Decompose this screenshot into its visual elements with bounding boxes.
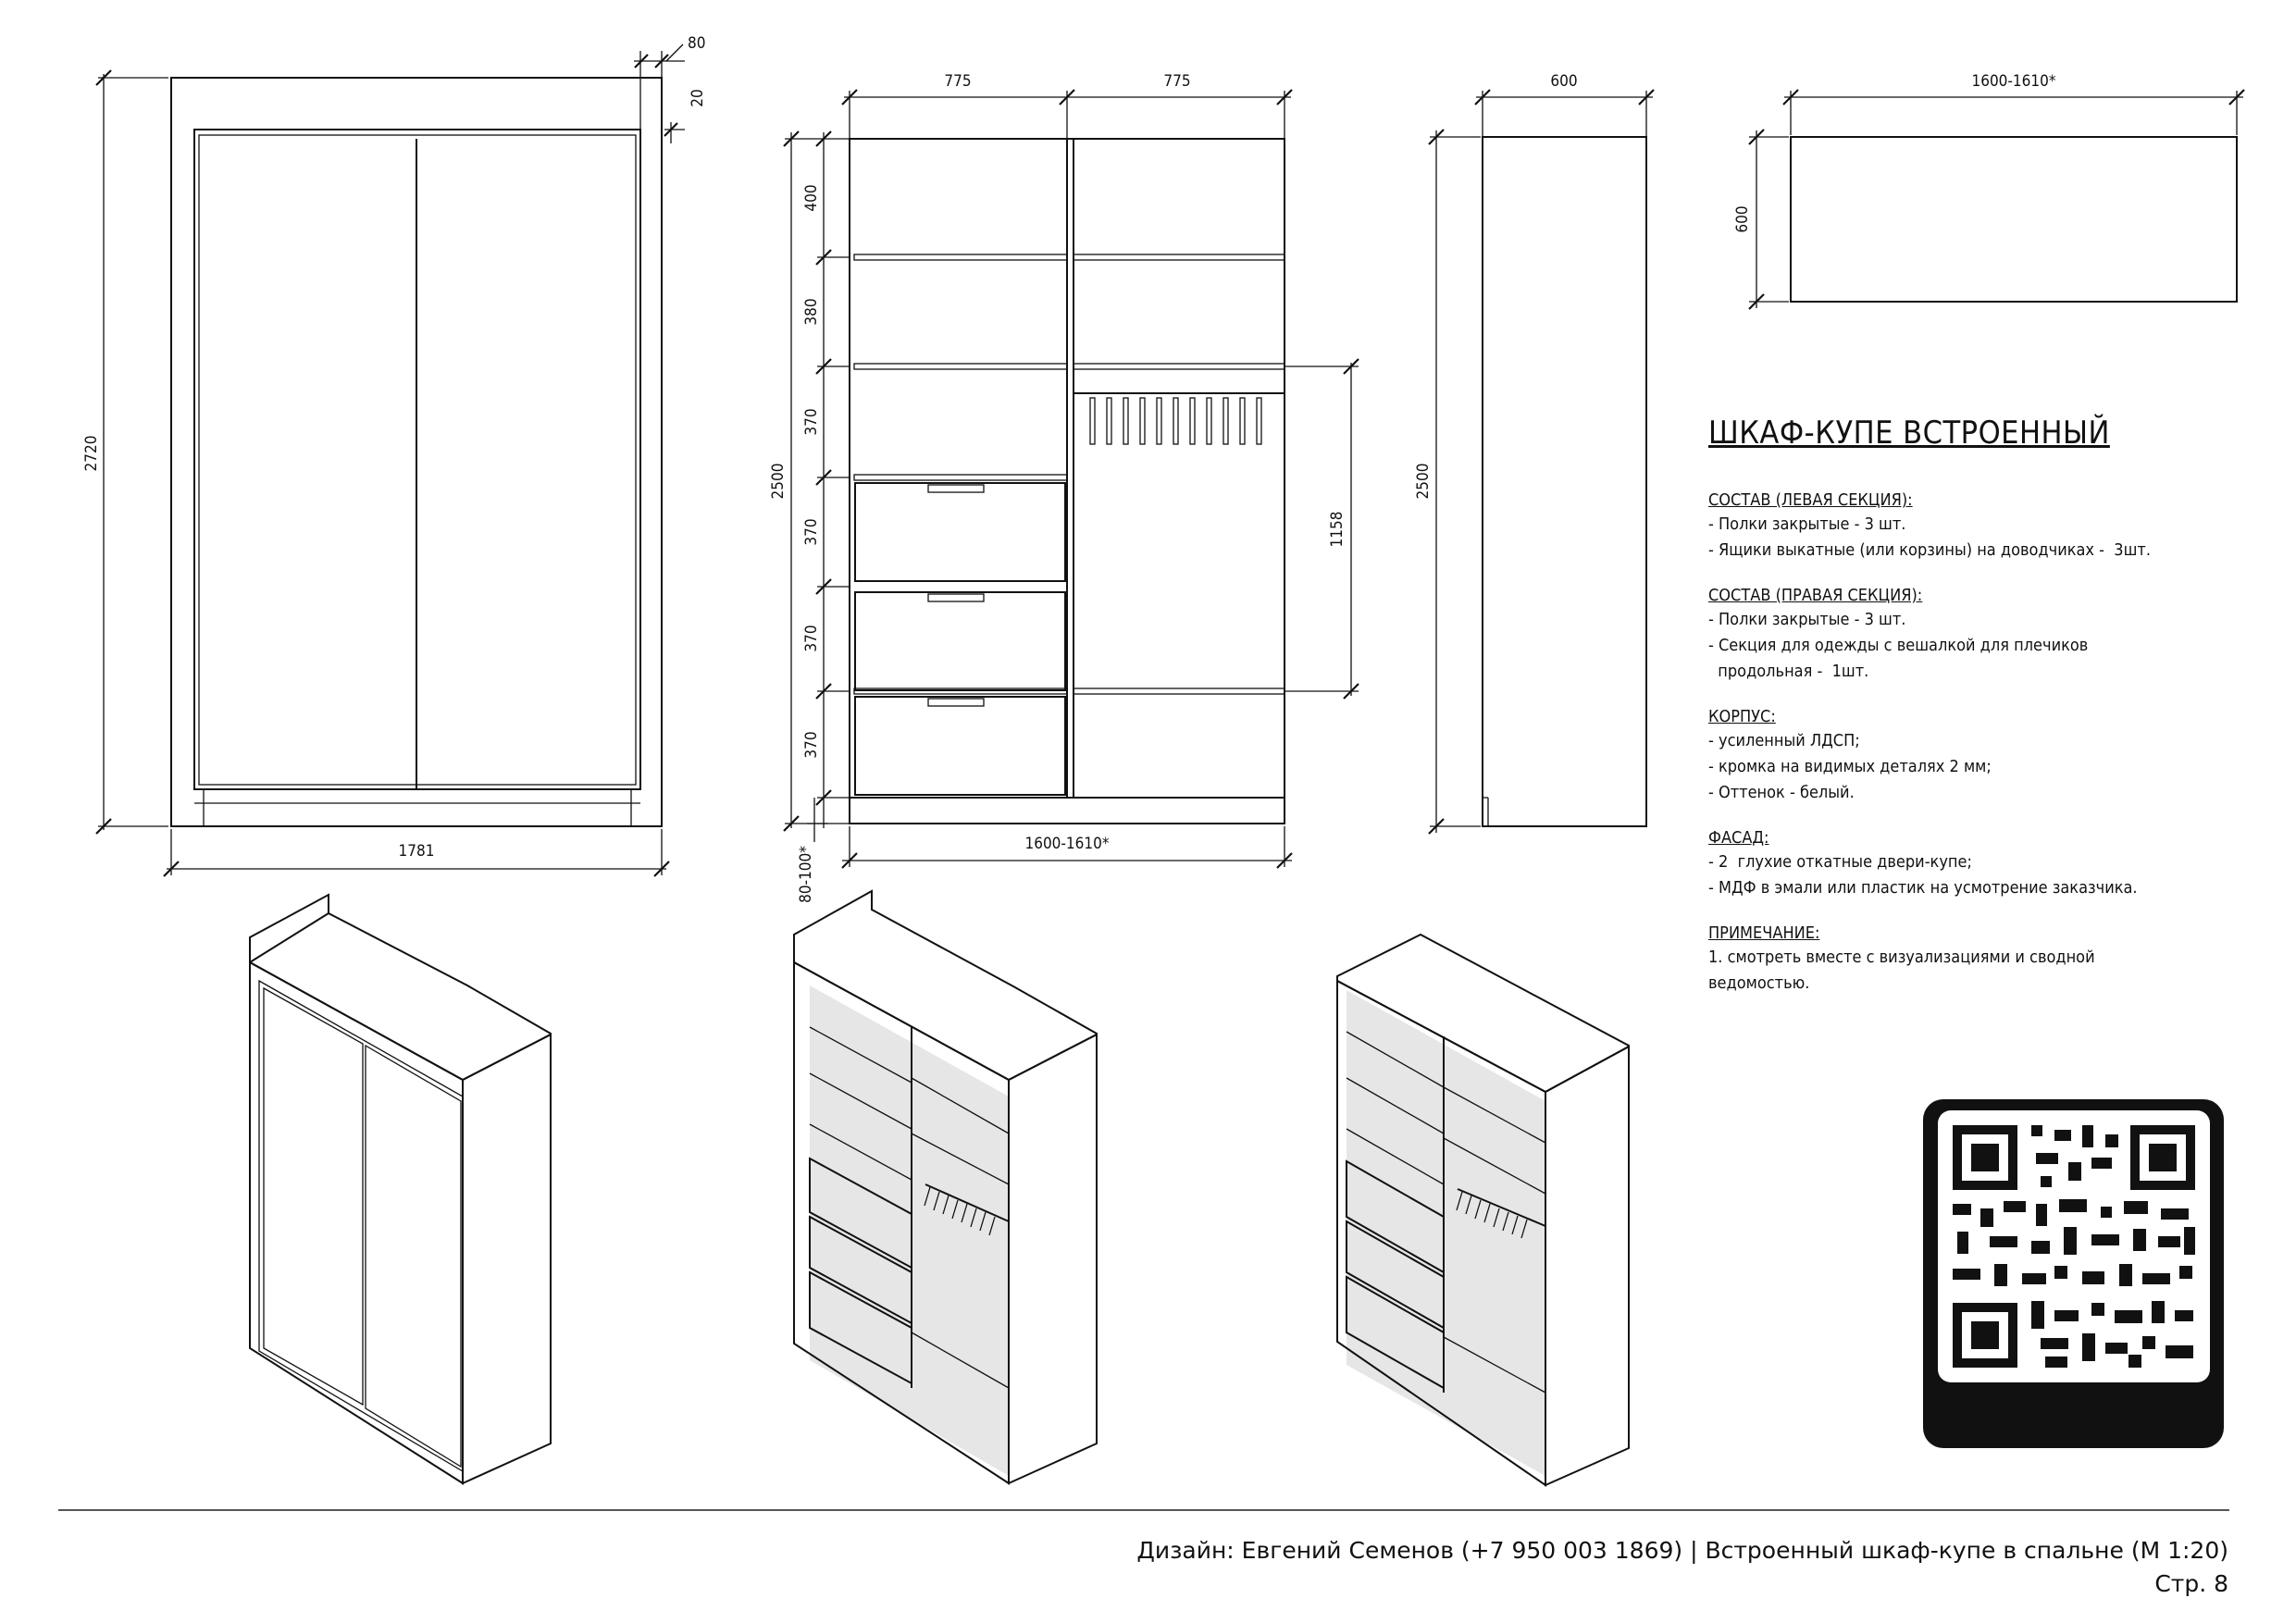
- front-height-label: 2720: [82, 435, 101, 472]
- spec-section: [1708, 490, 2227, 564]
- page-number: Стр. 8: [2154, 1570, 2228, 1597]
- spec-section: [1708, 586, 2227, 685]
- spec-section-heading: СОСТАВ (ПРАВАЯ СЕКЦИЯ):: [1708, 586, 1923, 605]
- plinth-height-label: 80-100*: [797, 846, 815, 903]
- section-right-width-label: 775: [1163, 72, 1191, 91]
- spec-section-heading: ФАСАД:: [1708, 828, 1769, 848]
- shelf-height-label: 380: [802, 298, 821, 326]
- spec-line: - Полки закрытые - 3 шт.: [1708, 514, 1906, 534]
- spec-line: ведомостью.: [1708, 973, 1810, 993]
- front-offset-side-label: 20: [689, 89, 707, 107]
- footer: [1136, 1534, 2228, 1601]
- interior-height-label: 2500: [769, 463, 788, 500]
- side-depth-label: 600: [1550, 72, 1578, 91]
- spec-line: - Оттенок - белый.: [1708, 783, 1855, 802]
- hanging-height-label: 1158: [1328, 511, 1347, 548]
- shelf-height-label: 370: [802, 518, 821, 546]
- spec-line: - МДФ в эмали или пластик на усмотрение заказчика.: [1708, 878, 2138, 898]
- spec-line: - 2 глухие откатные двери-купе;: [1708, 852, 1972, 872]
- side-height-label: 2500: [1414, 463, 1433, 500]
- section-left-width-label: 775: [944, 72, 972, 91]
- spec-line: - кромка на видимых деталях 2 мм;: [1708, 757, 1992, 776]
- spec-line: продольная - 1шт.: [1708, 662, 1869, 681]
- footer-credits: Дизайн: Евгений Семенов (+7 950 003 1869) | Встроенный шкаф-купе в спальне (М 1:20): [1136, 1537, 2228, 1564]
- plan-width-label: 1600-1610*: [1971, 72, 2056, 91]
- interior-width-label: 1600-1610*: [1024, 835, 1110, 853]
- plan-depth-label: 600: [1733, 205, 1752, 233]
- footer-divider: [58, 1509, 2229, 1511]
- spec-line: - Полки закрытые - 3 шт.: [1708, 610, 1906, 629]
- front-width-label: 1781: [398, 842, 435, 861]
- page-title: ШКАФ-КУПЕ ВСТРОЕННЫЙ: [1708, 415, 2110, 452]
- spec-line: - усиленный ЛДСП;: [1708, 731, 1860, 750]
- spec-section-heading: СОСТАВ (ЛЕВАЯ СЕКЦИЯ):: [1708, 490, 1913, 510]
- shelf-height-label: 370: [802, 625, 821, 652]
- spec-section-heading: ПРИМЕЧАНИЕ:: [1708, 923, 1820, 943]
- front-offset-top-label: 80: [688, 34, 706, 53]
- shelf-height-label: 400: [802, 184, 821, 212]
- spec-section: [1708, 828, 2227, 901]
- spec-line: - Ящики выкатные (или корзины) на доводчиках - 3шт.: [1708, 540, 2151, 560]
- specification-block: [1708, 415, 2227, 1019]
- shelf-height-label: 370: [802, 408, 821, 436]
- spec-line: 1. смотреть вместе с визуализациями и сводной: [1708, 948, 2095, 967]
- spec-section: [1708, 707, 2227, 806]
- spec-section: [1708, 923, 2227, 997]
- shelf-height-label: 370: [802, 731, 821, 759]
- spec-section-heading: КОРПУС:: [1708, 707, 1776, 726]
- spec-line: - Секция для одежды с вешалкой для плечиков: [1708, 636, 2089, 655]
